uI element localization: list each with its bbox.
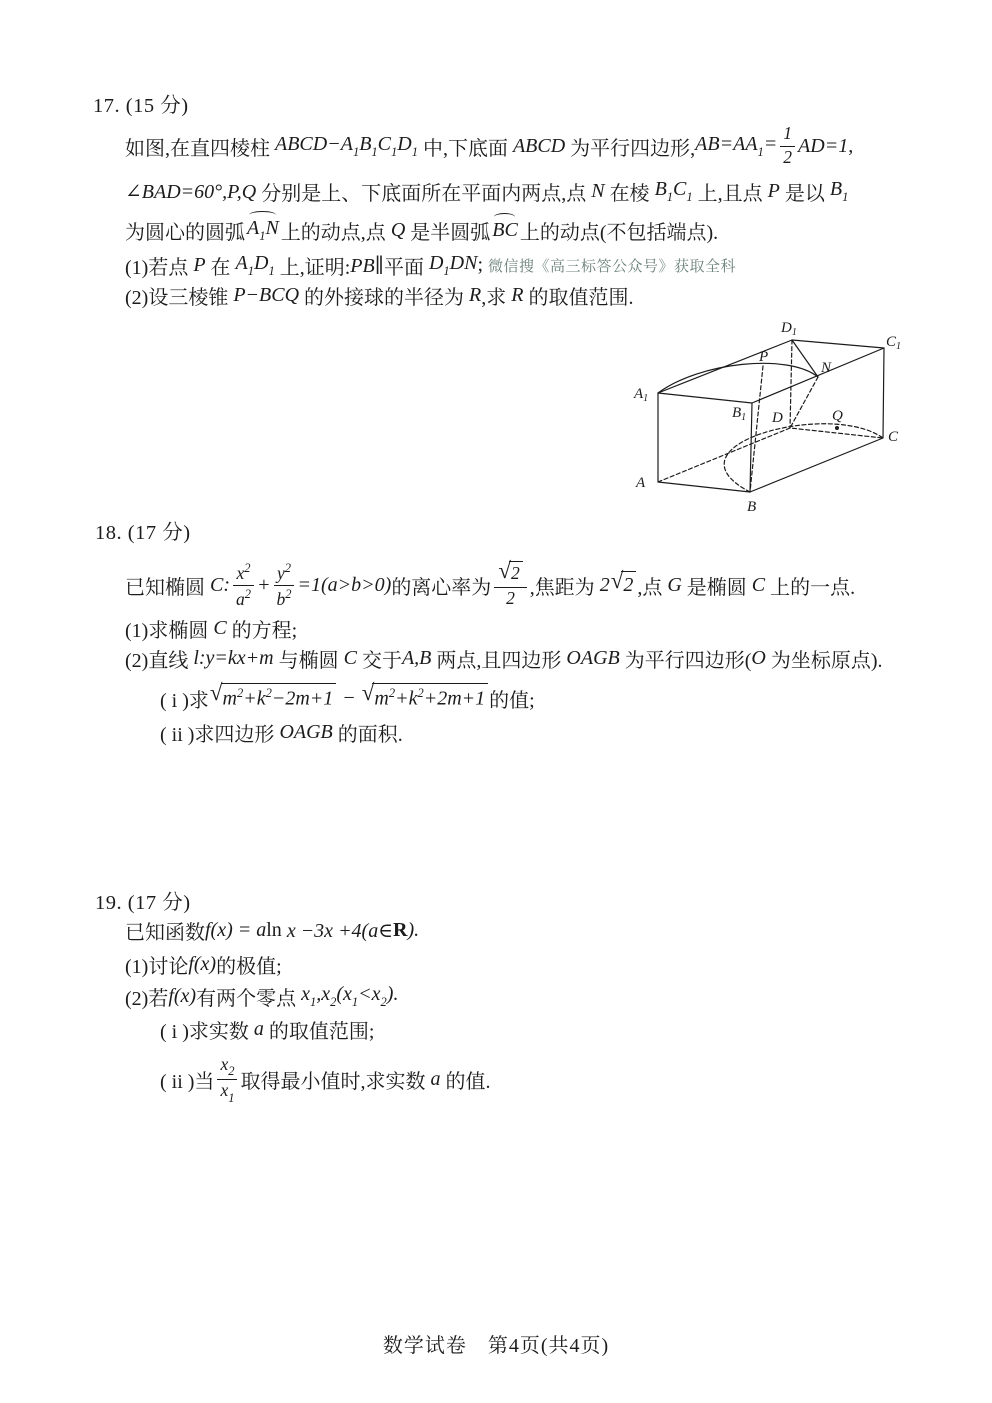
figure-label-a: A <box>636 475 646 491</box>
top-face-edges <box>658 340 884 403</box>
footer-page-number: 第4页(共4页) <box>487 1334 610 1357</box>
segment-n-d <box>790 377 818 428</box>
p19-statement-line1: 已知函数 f(x) = a ln x −3x +4(a∈ R ). <box>125 918 420 944</box>
p17-statement-line1: 如图,在直四棱柱 $ABCD-A_1B_1C_1D_1$ 中,下底面 ABCD 为平行四边形, $AB=AA_1=$ $\frac{1}{2}$ AD=1, <box>125 123 854 167</box>
p18-statement-line1: 已知椭圆 C: $\frac{x^2}{a^2}$ + $\frac{y^2}{b^2}$ =1(a>b>0) 的离心率为 √ 2 2 ,焦距为 2 √ 2 ,点 G 是椭圆 C 上的一点. <box>125 557 856 609</box>
figure-label-p: P <box>759 349 769 365</box>
figure-label-b1: $B_1$ <box>732 405 747 423</box>
edge-d1-n <box>792 340 818 377</box>
footer-doc-title: 数学试卷 <box>382 1334 467 1357</box>
page-footer <box>0 1328 992 1358</box>
p17-statement-line2: ∠BAD=60°,P,Q 分别是上、下底面所在平面内两点,点 N 在棱 $B_1C_1$ 上,且点 P 是以 $B_1$ <box>125 178 849 205</box>
p17-statement-line3: 为圆心的圆弧 $A_1N$ 上的动点,点 Q 是半圆弧 BC 上的动点(不包括端点). <box>125 217 719 244</box>
p17-part-2: (2)设三棱锥 P−BCQ 的外接球的半径为 R ,求 R 的取值范围. <box>125 283 634 309</box>
figure-label-q: Q <box>832 408 843 424</box>
figure-label-c: C <box>888 429 899 445</box>
p18-part-1: (1)求椭圆 C 的方程; <box>125 616 298 642</box>
top-arc-a1-n <box>658 363 818 393</box>
bottom-semicircle-b-q-c <box>724 424 883 492</box>
p19-sub-ii: ( ii )当 $\frac{x_2}{x_1}$ 取得最小值时,求实数 a 的值. <box>160 1053 491 1105</box>
p19-part-2: (2)若 f(x) 有两个零点 $x_1,x_2(x_1<x_2)$. <box>125 983 399 1010</box>
p18-part-2: (2)直线 l:y=kx+m 与椭圆 C 交于 A,B 两点,且四边形 OAGB 为平行四边形( O 为坐标原点). <box>125 646 883 672</box>
p18-sub-ii: ( ii )求四边形 OAGB 的面积. <box>160 720 403 746</box>
figure-label-a1: $A_1$ <box>634 386 649 404</box>
p19-part-1: (1)讨论 f(x) 的极值; <box>125 952 282 978</box>
figure-label-d1: $D_1$ <box>781 320 797 338</box>
point-q-dot <box>835 426 839 430</box>
p17-figure <box>620 310 920 520</box>
p17-header: 17. (15 分) <box>93 95 189 117</box>
p18-sub-i: ( i )求 √ $m^2+k^2-2m+1$ − √ $m^2+k^2+2m+1$ 的值; <box>160 680 535 712</box>
outer-solid-edges <box>658 348 884 492</box>
footer-spacer <box>467 1329 488 1358</box>
hidden-edge-d1-d <box>790 340 792 428</box>
p19-sub-i: ( i )求实数 a 的取值范围; <box>160 1017 375 1043</box>
p18-header: 18. (17 分) <box>95 522 191 544</box>
hidden-edge-a-d-c <box>658 428 883 482</box>
p17-part-1: (1)若点 P 在 $A_1D_1$ 上,证明: PB∥ 平面 $D_1DN$ ; 微信搜《高三标答公众号》获取全科 <box>125 252 737 279</box>
p19-header: 19. (17 分) <box>95 892 191 914</box>
figure-label-n: N <box>821 360 832 376</box>
figure-label-b: B <box>747 499 757 515</box>
figure-label-d: D <box>772 410 783 426</box>
figure-label-c1: $C_1$ <box>886 334 902 352</box>
